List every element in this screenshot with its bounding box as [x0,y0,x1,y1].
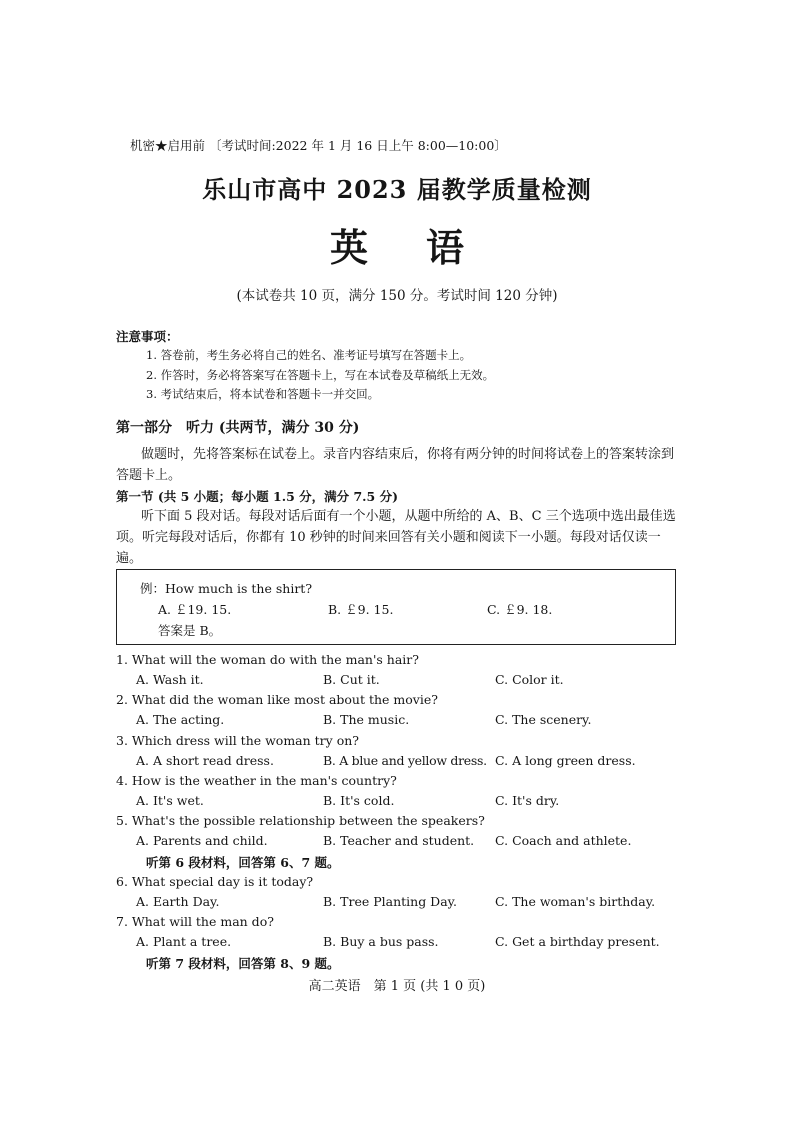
example-answer: 答案是 B。 [158,623,222,638]
part-one-intro: 做题时，先将答案标在试卷上。录音内容结束后，你将有两分钟的时间将试卷上的答案转涂到答题卡上。 [116,447,675,483]
q6-option-a: A. Earth Day. [136,894,220,909]
q1-option-b: B. Cut it. [323,672,380,687]
q6-option-c: C. The woman's birthday. [495,894,656,909]
q3-option-a: A. A short read dress. [136,753,274,768]
q3-option-c: C. A long green dress. [495,753,636,768]
q1-option-a: A. Wash it. [136,672,204,687]
q7-option-c: C. Get a birthday present. [495,934,660,949]
page-footer: 高二英语 第 1 页 (共 1 0 页) [308,979,486,994]
q7-option-a: A. Plant a tree. [136,934,232,949]
q5-option-a: A. Parents and child. [136,833,268,848]
note-item: 1. 答卷前，考生务必将自己的姓名、准考证号填写在答题卡上。 [146,348,472,362]
subject-title: 英语 [329,225,522,270]
exam-info: (本试卷共 10 页，满分 150 分。考试时间 120 分钟) [236,288,558,304]
section-one-intro: 听下面 5 段对话。每段对话后面有一个小题，从题中所给的 A、B、C 三个选项中选出最佳选项。听完每段对话后，你都有 10 秒钟的时间来回答有关小题和阅读下一小题。每段对话仅读一遍。 [116,509,676,566]
question-2: 2. What did the woman like most about the movie? [116,692,438,707]
example-option-b: B. ￡9. 15. [328,602,394,617]
q2-option-b: B. The music. [323,712,410,727]
note-item: 3. 考试结束后，将本试卷和答题卡一并交回。 [146,387,380,401]
q7-option-b: B. Buy a bus pass. [323,934,439,949]
material-7-instruction: 听第 7 段材料，回答第 8、9 题。 [146,956,340,971]
q4-option-a: A. It's wet. [136,793,204,808]
q5-option-c: C. Coach and athlete. [495,833,632,848]
q2-option-a: A. The acting. [136,712,225,727]
question-7: 7. What will the man do? [116,914,274,929]
part-one-title: 第一部分 听力 (共两节，满分 30 分) [116,420,360,436]
note-item: 2. 作答时，务必将答案写在答题卡上，写在本试卷及草稿纸上无效。 [146,368,495,382]
q3-option-b: B. A blue and yellow dress. [323,753,487,768]
question-4: 4. How is the weather in the man's country? [116,773,397,788]
question-6: 6. What special day is it today? [116,874,314,889]
section-one-title: 第一节 (共 5 小题；每小题 1.5 分，满分 7.5 分) [116,489,398,504]
example-option-c: C. ￡9. 18. [487,602,553,617]
confidential-line: 机密★启用前 〔考试时间:2022 年 1 月 16 日上午 8:00—10:00〕 [130,138,507,153]
question-1: 1. What will the woman do with the man's hair? [116,652,419,667]
q4-option-c: C. It's dry. [495,793,560,808]
question-5: 5. What's the possible relationship between the speakers? [116,813,485,828]
question-3: 3. Which dress will the woman try on? [116,733,359,748]
q4-option-b: B. It's cold. [323,793,395,808]
q6-option-b: B. Tree Planting Day. [323,894,458,909]
q1-option-c: C. Color it. [495,672,564,687]
school-title: 乐山市高中 2023 届教学质量检测 [202,175,592,204]
q5-option-b: B. Teacher and student. [323,833,475,848]
q2-option-c: C. The scenery. [495,712,592,727]
material-6-instruction: 听第 6 段材料，回答第 6、7 题。 [146,855,340,870]
example-question: 例：How much is the shirt? [140,581,313,596]
example-option-a: A. ￡19. 15. [158,602,232,617]
notes-title: 注意事项： [116,329,179,344]
